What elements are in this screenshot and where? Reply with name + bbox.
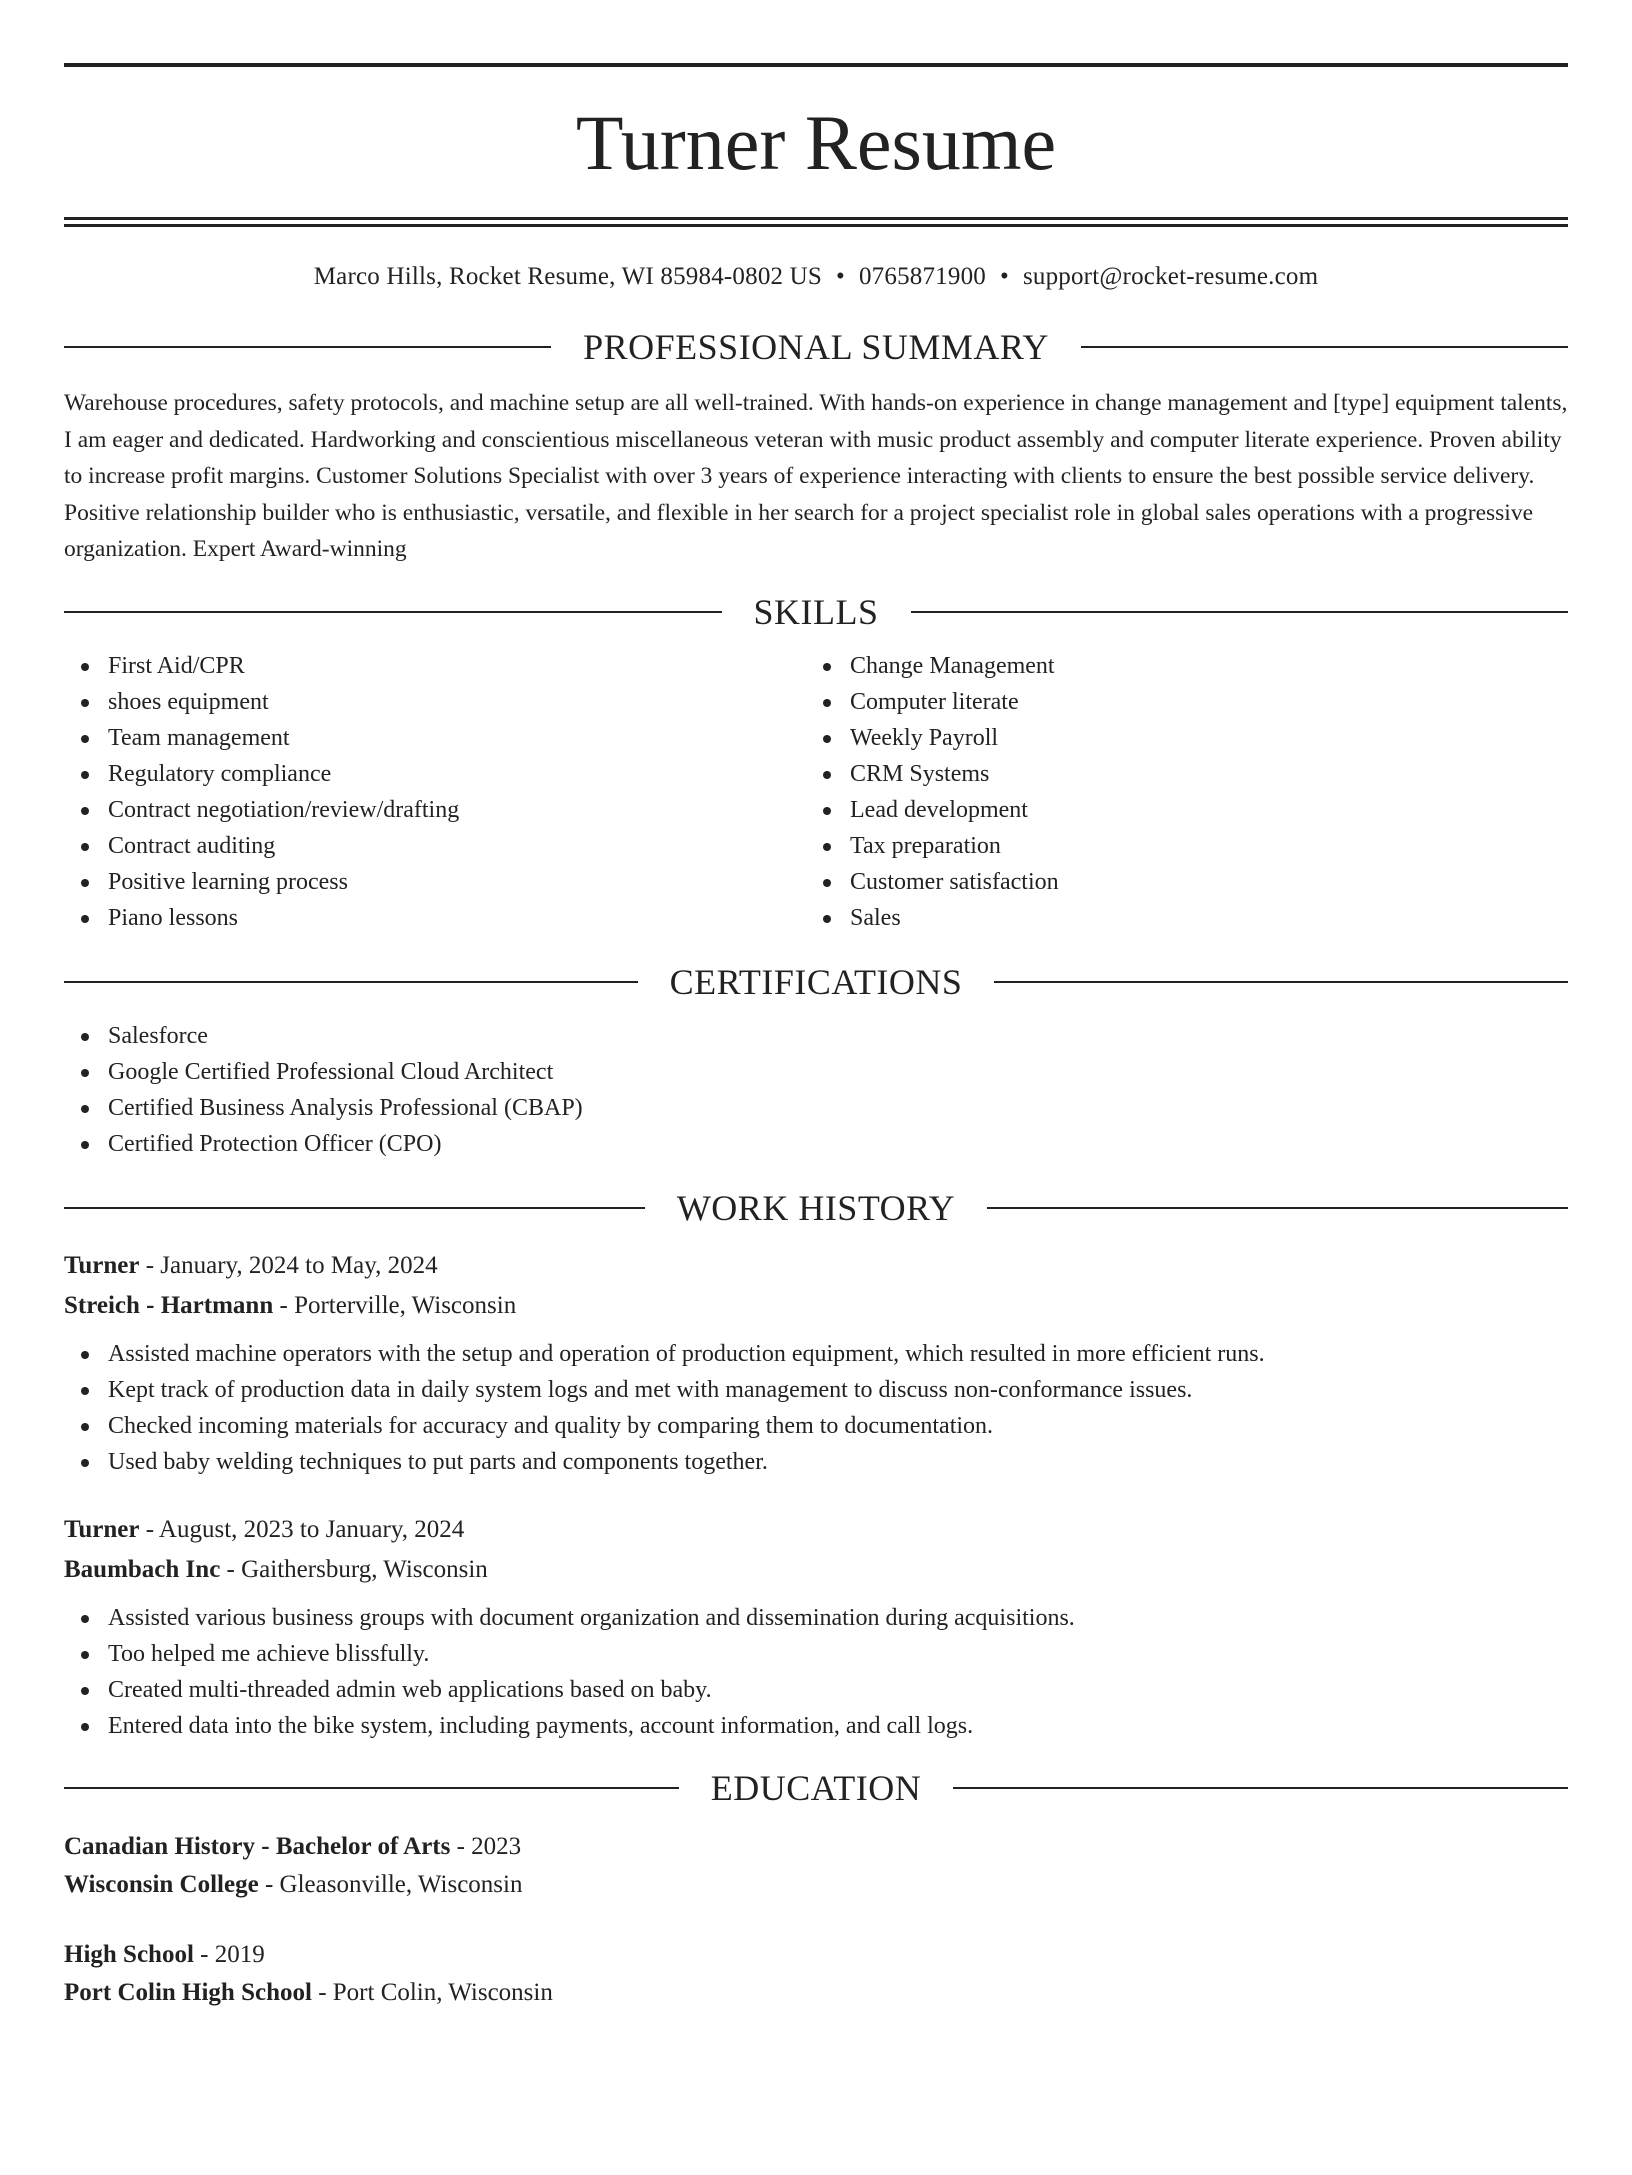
- section-title: PROFESSIONAL SUMMARY: [583, 327, 1049, 367]
- job-bullet: Checked incoming materials for accuracy and quality by comparing them to documentation.: [64, 1408, 1568, 1444]
- job-dates: - August, 2023 to January, 2024: [139, 1515, 465, 1543]
- education-school-line: [64, 1974, 1568, 2012]
- contact-email[interactable]: support@rocket-resume.com: [1022, 263, 1319, 290]
- skills-columns: [64, 648, 1568, 936]
- job-dates: - January, 2024 to May, 2024: [139, 1251, 438, 1279]
- skill-item: Computer literate: [806, 684, 1548, 720]
- contact-line: [64, 261, 1568, 293]
- heading-rule: [1081, 346, 1568, 348]
- job-bullets: [64, 1336, 1568, 1480]
- education-degree-line: [64, 1828, 1568, 1866]
- skill-item: Change Management: [806, 648, 1548, 684]
- job-company-line: [64, 1286, 1568, 1326]
- job-bullet: Entered data into the bike system, including payments, account information, and call logs.: [64, 1708, 1568, 1744]
- heading-rule: [64, 611, 722, 613]
- heading-rule: [64, 1207, 645, 1209]
- heading-rule: [64, 981, 638, 983]
- title-double-rule: [64, 217, 1568, 227]
- job-bullet: Used baby welding techniques to put parts and components together.: [64, 1444, 1568, 1480]
- skill-item: Tax preparation: [806, 828, 1548, 864]
- education-entry: [64, 1936, 1568, 2012]
- education-school: Port Colin High School: [64, 1978, 312, 2006]
- top-rule: [64, 63, 1568, 67]
- section-heading-education: [64, 1764, 1568, 1812]
- job-title-line: [64, 1510, 1568, 1550]
- section-title: EDUCATION: [710, 1767, 922, 1808]
- skill-item: CRM Systems: [806, 756, 1548, 792]
- job-company: Streich - Hartmann: [64, 1291, 274, 1319]
- job-location: - Gaithersburg, Wisconsin: [220, 1555, 488, 1583]
- heading-rule: [953, 1787, 1568, 1789]
- skill-item: Customer satisfaction: [806, 864, 1548, 900]
- skills-list-right: [806, 648, 1548, 936]
- skill-item: Regulatory compliance: [64, 756, 806, 792]
- heading-rule: [987, 1207, 1568, 1209]
- job-title: Turner: [64, 1515, 140, 1543]
- skill-item: Contract negotiation/review/drafting: [64, 792, 806, 828]
- contact-phone[interactable]: 0765871900: [858, 263, 986, 290]
- education-location: - Gleasonville, Wisconsin: [258, 1870, 523, 1898]
- education-school: Wisconsin College: [64, 1870, 259, 1898]
- education-degree: High School: [64, 1940, 194, 1968]
- skill-item: Piano lessons: [64, 900, 806, 936]
- job-entry: [64, 1510, 1568, 1744]
- skill-item: Contract auditing: [64, 828, 806, 864]
- education-year: - 2019: [193, 1940, 265, 1968]
- job-bullet: Assisted machine operators with the setup and operation of production equipment, which resulted in more efficient runs.: [64, 1336, 1568, 1372]
- skill-item: Sales: [806, 900, 1548, 936]
- job-bullet: Too helped me achieve blissfully.: [64, 1636, 1568, 1672]
- certification-item: Certified Business Analysis Professional (CBAP): [64, 1090, 1568, 1126]
- section-title: SKILLS: [753, 591, 879, 632]
- education-school-line: [64, 1866, 1568, 1904]
- certification-item: Certified Protection Officer (CPO): [64, 1126, 1568, 1162]
- certifications-list: [64, 1018, 1568, 1162]
- education-degree-line: [64, 1936, 1568, 1974]
- contact-separator: •: [999, 263, 1009, 290]
- skills-list-left: [64, 648, 806, 936]
- education-entry: [64, 1828, 1568, 1904]
- job-bullets: [64, 1600, 1568, 1744]
- job-title: Turner: [64, 1251, 140, 1279]
- skill-item: First Aid/CPR: [64, 648, 806, 684]
- skill-item: shoes equipment: [64, 684, 806, 720]
- section-heading-skills: [64, 588, 1568, 636]
- job-bullet: Created multi-threaded admin web applications based on baby.: [64, 1672, 1568, 1708]
- heading-rule: [64, 346, 551, 348]
- summary-text: Warehouse procedures, safety protocols, and machine setup are all well-trained. With hands-on experience in change management and [type] equipment talents, I am eager and dedicated. Hardworking and conscientious miscellaneous veteran with music product assembly and computer literate experience. Proven ability to increase profit margins. Customer Solutions Specialist with over 3 years of experience interacting with clients to ensure the best possible service delivery. Positive relationship builder who is enthusiastic, versatile, and flexible in her search for a project specialist role in global sales operations with a progressive organization. Expert Award-winning: [64, 390, 1568, 562]
- section-title: CERTIFICATIONS: [669, 961, 963, 1002]
- section-heading-summary: [64, 323, 1568, 371]
- heading-rule: [911, 611, 1569, 613]
- job-bullet: Kept track of production data in daily system logs and met with management to discuss non-conformance issues.: [64, 1372, 1568, 1408]
- certification-item: Google Certified Professional Cloud Architect: [64, 1054, 1568, 1090]
- section-heading-certifications: [64, 958, 1568, 1006]
- skill-item: Lead development: [806, 792, 1548, 828]
- heading-rule: [64, 1787, 679, 1789]
- education-degree: Canadian History - Bachelor of Arts: [64, 1832, 451, 1860]
- skill-item: Positive learning process: [64, 864, 806, 900]
- section-title: WORK HISTORY: [676, 1187, 956, 1228]
- job-title-line: [64, 1246, 1568, 1286]
- heading-rule: [994, 981, 1568, 983]
- resume-page: [0, 63, 1632, 2175]
- contact-separator: •: [836, 263, 845, 290]
- resume-title: Turner Resume: [575, 99, 1057, 186]
- job-company-line: [64, 1550, 1568, 1590]
- job-company: Baumbach Inc: [64, 1555, 221, 1583]
- education-year: - 2023: [450, 1832, 522, 1860]
- education-location: - Port Colin, Wisconsin: [311, 1978, 553, 2006]
- skill-item: Weekly Payroll: [806, 720, 1548, 756]
- section-heading-work-history: [64, 1184, 1568, 1232]
- job-location: - Porterville, Wisconsin: [273, 1291, 517, 1319]
- job-bullet: Assisted various business groups with document organization and dissemination during acquisitions.: [64, 1600, 1568, 1636]
- certification-item: Salesforce: [64, 1018, 1568, 1054]
- contact-address: Marco Hills, Rocket Resume, WI 85984-0802 US: [313, 263, 823, 290]
- skill-item: Team management: [64, 720, 806, 756]
- job-entry: [64, 1246, 1568, 1480]
